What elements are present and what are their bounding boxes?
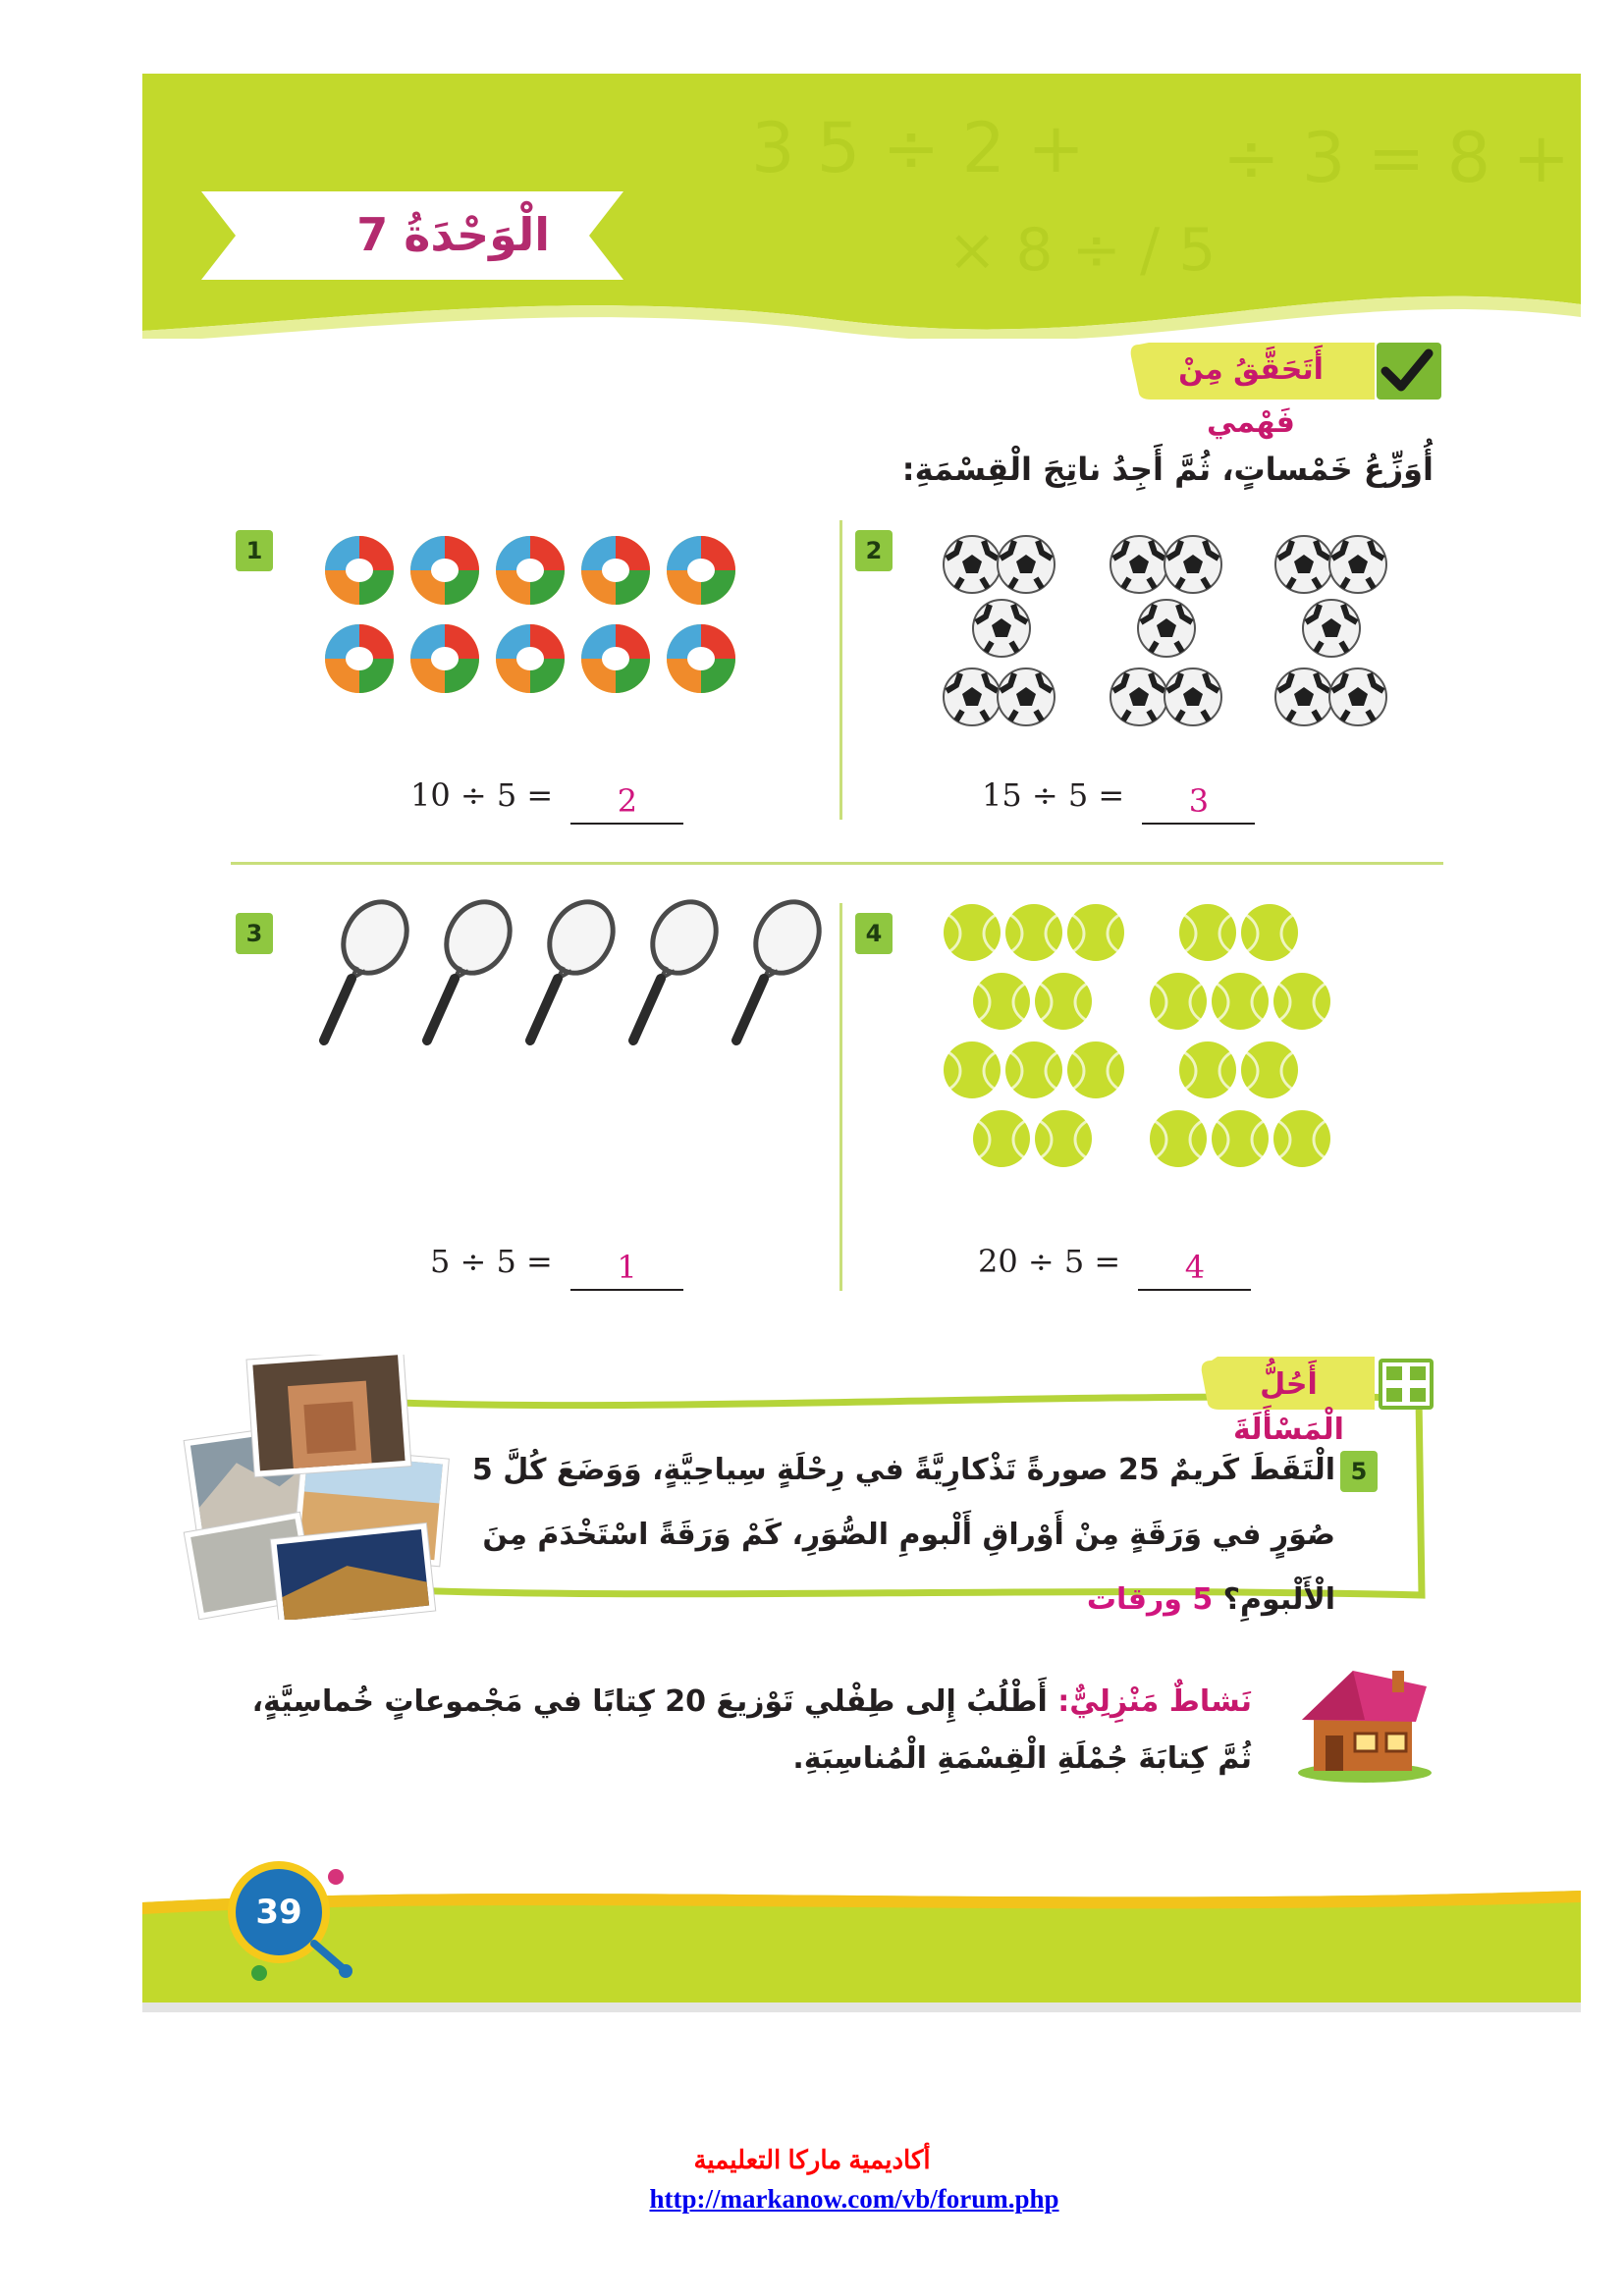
vertical-divider-top: [839, 520, 842, 820]
horizontal-divider: [231, 862, 1443, 865]
exercise-number-1: 1: [236, 530, 273, 571]
equation-4-expression: 20 ÷ 5 =: [978, 1243, 1121, 1280]
page-number: 39: [255, 1893, 302, 1932]
problem-text: الْتَقَطَ كَريمٌ 25 صورةً تَذْكارِيَّةً في رِحْلَةٍ سِياحِيَّةٍ، وَوَضَعَ كُلَّ 5 صُوَرٍ في وَرَقَةٍ مِنْ أَوْراقِ أَلْبومِ الصُّوَرِ، كَمْ وَرَقَةً اسْتَخْدَمَ مِنَ الْأَلْبومِ؟: [471, 1453, 1335, 1617]
answer-3: 1: [570, 1246, 683, 1291]
problem-answer: 5 ورقات: [1086, 1582, 1214, 1617]
problem-text-block: [447, 1438, 1335, 1632]
rackets-group: [314, 898, 835, 1050]
exercise-number-2: 2: [855, 530, 893, 571]
exercise-number-4: 4: [855, 913, 893, 954]
equation-4: [978, 1232, 1251, 1291]
vertical-divider-bottom: [839, 903, 842, 1291]
academy-link[interactable]: http://markanow.com/vb/forum.php: [649, 2184, 1059, 2214]
tennis-balls-group: [933, 898, 1365, 1183]
svg-text:3 5 ÷ 2 +: 3 5 ÷ 2 +: [751, 108, 1085, 188]
equation-3-expression: 5 ÷ 5 =: [430, 1243, 553, 1280]
answer-4: 4: [1138, 1246, 1251, 1291]
check-understanding-label: أَتَحَقَّقُ مِنْ فَهْمي: [1178, 352, 1324, 440]
problem-solving-label: أَحُلُّ الْمَسْأَلَةَ: [1233, 1367, 1344, 1447]
svg-text:÷ 3 = 8 +: ÷ 3 = 8 +: [1222, 118, 1571, 198]
answer-1: 2: [570, 779, 683, 825]
instruction-text: أُوَزِّعُ خَمْساتٍ، ثُمَّ أَجِدُ ناتِجَ الْقِسْمَةِ:: [901, 451, 1434, 488]
exercise-number-3: 3: [236, 913, 273, 954]
academy-name: أكاديمية ماركا التعليمية: [693, 2145, 931, 2174]
beach-balls-group: [319, 530, 751, 702]
house-icon: [1294, 1657, 1436, 1785]
home-activity-text: أَطْلُبُ إِلى طِفْلي تَوْزيعَ 20 كِتابًا في مَجْموعاتٍ خُماسِيَّةٍ، ثُمَّ كِتابَةَ جُمْلَةِ الْقِسْمَةِ الْمُناسِبَةِ.: [251, 1684, 1252, 1776]
home-activity: [211, 1674, 1252, 1788]
soccer-balls-group: [933, 530, 1419, 741]
bottom-banner: [142, 1885, 1581, 2012]
photo-collage: [182, 1355, 457, 1620]
unit-title: الْوَحْدَةُ 7: [356, 208, 550, 261]
equation-1: [410, 766, 683, 825]
equation-2-expression: 15 ÷ 5 =: [982, 776, 1125, 814]
checkmark-icon: [1380, 346, 1435, 395]
equation-3: [430, 1232, 683, 1291]
svg-text:× 8 ÷ / 5: × 8 ÷ / 5: [947, 216, 1217, 285]
exercise-number-5: 5: [1340, 1451, 1378, 1492]
home-activity-label: نَشاطٌ مَنْزِلِيٌّ:: [1057, 1684, 1252, 1719]
equation-1-expression: 10 ÷ 5 =: [410, 776, 554, 814]
answer-2: 3: [1142, 779, 1255, 825]
equation-2: [982, 766, 1255, 825]
